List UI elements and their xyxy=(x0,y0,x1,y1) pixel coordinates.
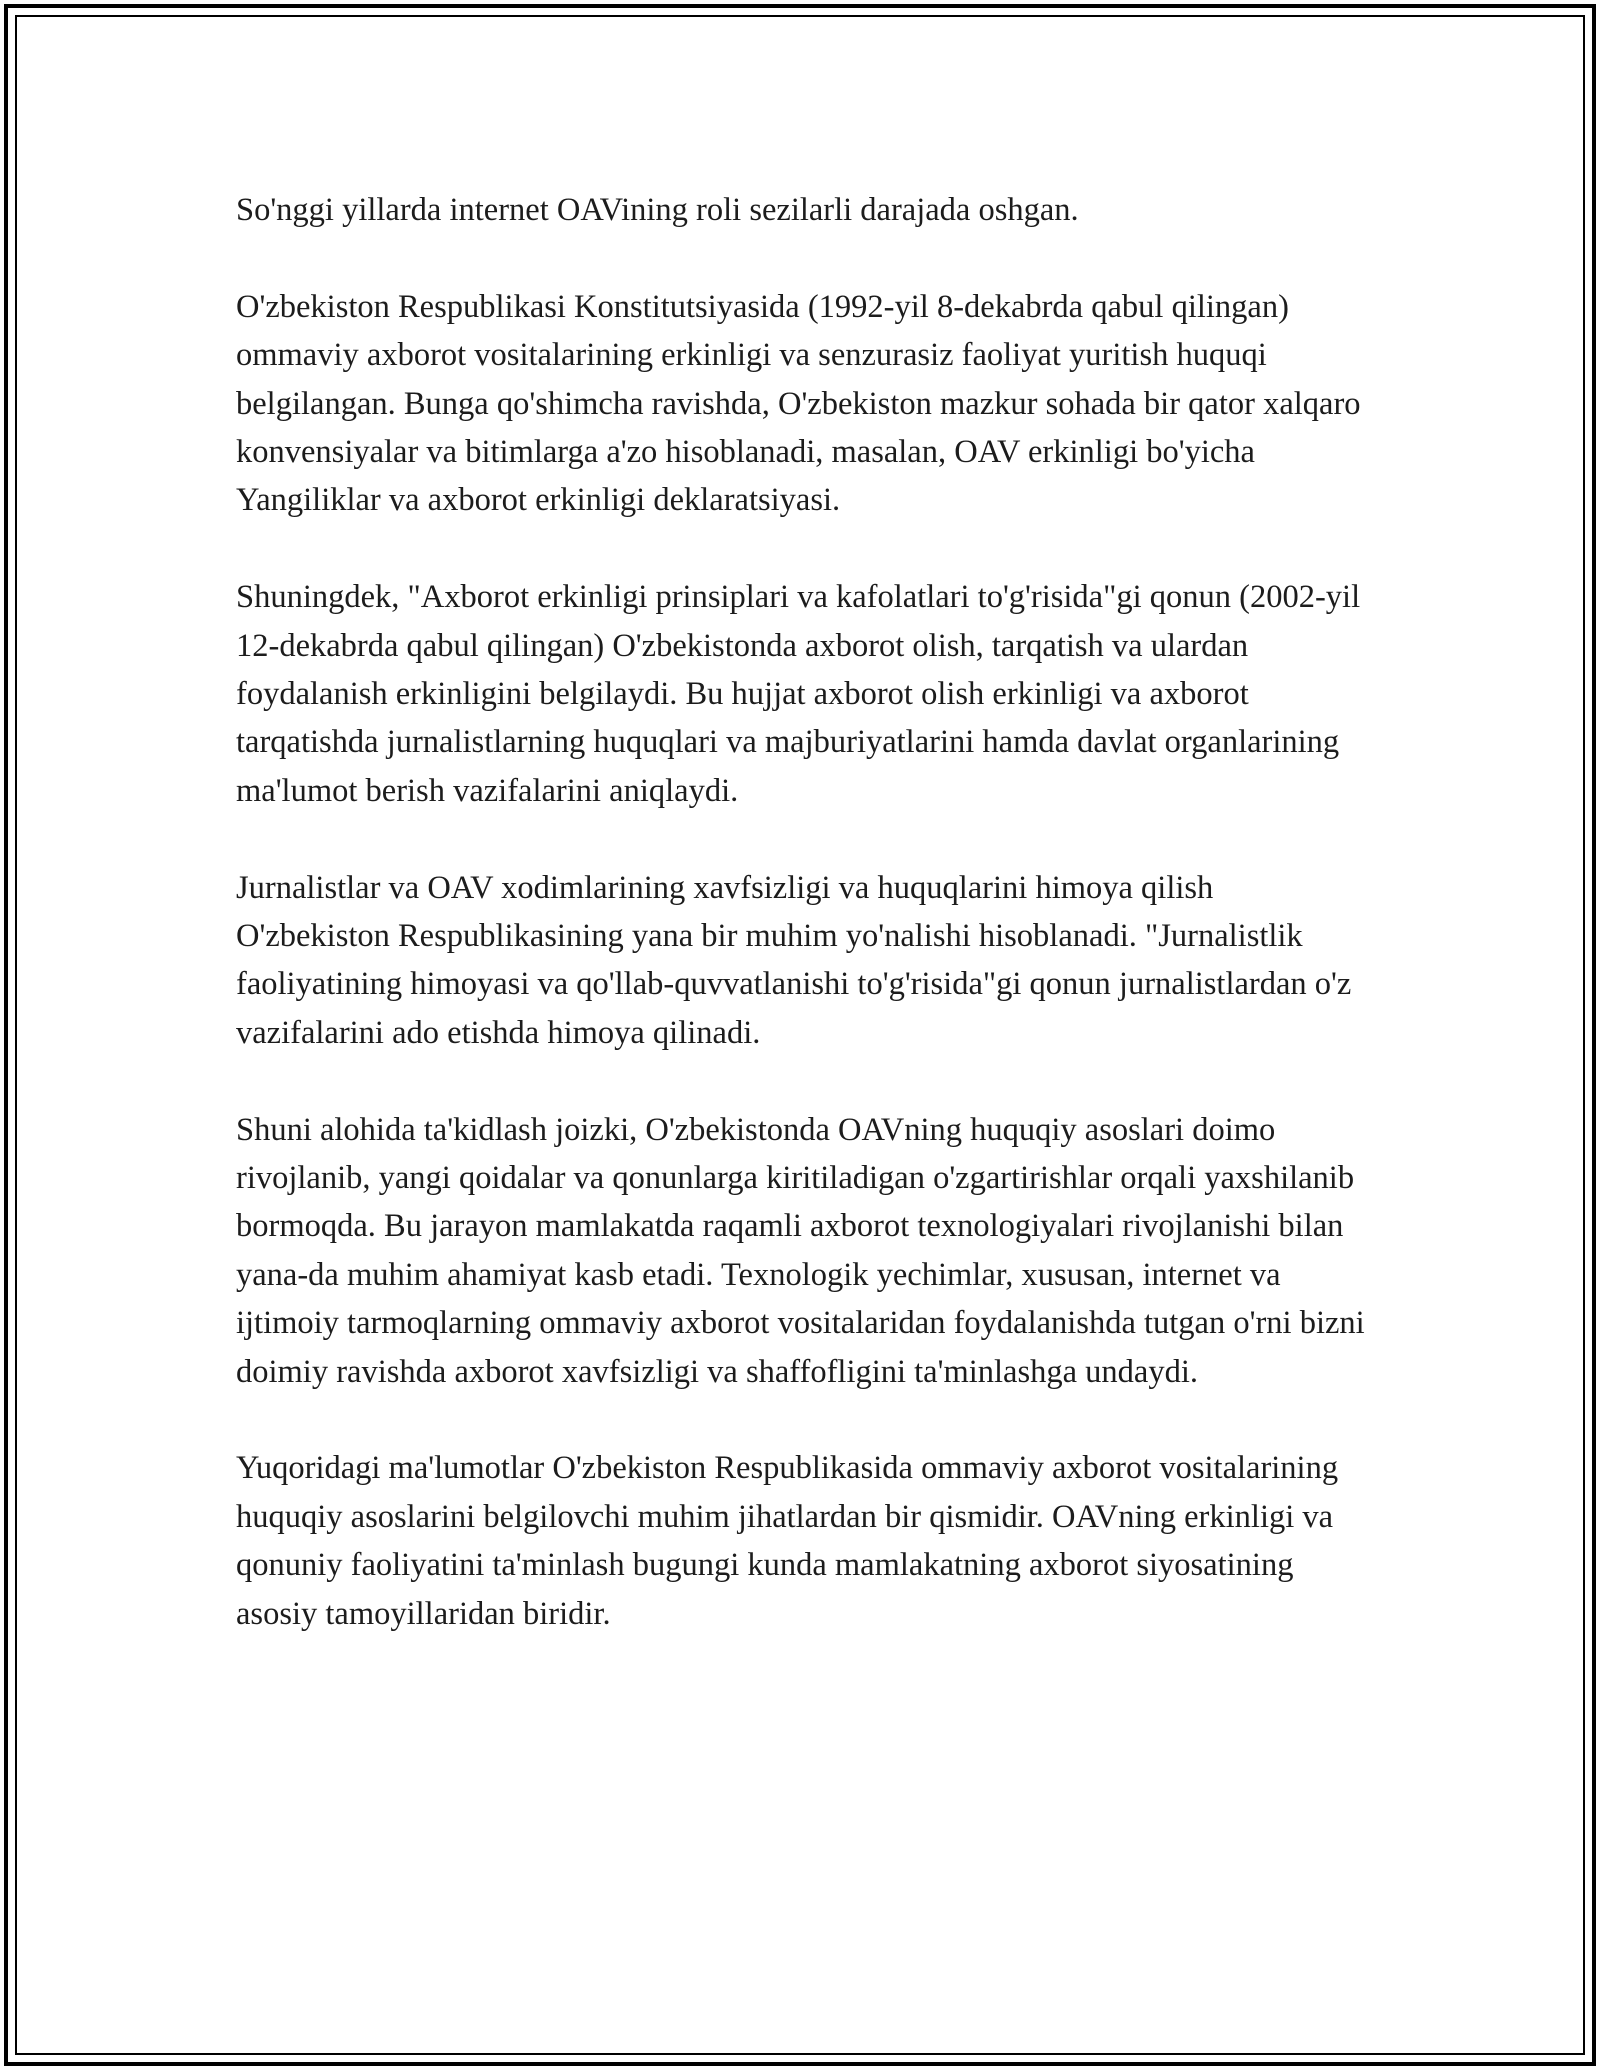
document-body xyxy=(236,186,1366,1687)
paragraph-conclusion: Yuqoridagi ma'lumotlar O'zbekiston Respublikasida ommaviy axborot vositalarining huquqiy asoslarini belgilovchi muhim jihatlardan bir qismidir. OAVning erkinligi va qonuniy faoliyatini ta'minlash bugungi kunda mamlakatning axborot siyosatining asosiy tamoyillaridan biridir. xyxy=(236,1450,1339,1632)
paragraph-legal-development: Shuni alohida ta'kidlash joizki, O'zbekistonda OAVning huquqiy asoslari doimo rivojlanib, yangi qoidalar va qonunlarga kiritiladigan o'zgartirishlar orqali yaxshilanib bormoqda. Bu jarayon mamlakatda raqamli axborot texnologiyalari rivojlanishi bilan yana-da muhim ahamiyat kasb etadi. Texnologik yechimlar, xususan, internet va ijtimoiy tarmoqlarning ommaviy axborot vositalaridan foydalanishda tutgan o'rni bizni doimiy ravishda axborot xavfsizligi va shaffofligini ta'minlashga undaydi. xyxy=(236,1111,1365,1390)
paragraph-journalist-protection: Jurnalistlar va OAV xodimlarining xavfsizligi va huquqlarini himoya qilish O'zbekiston Respublikasining yana bir muhim yo'nalishi hisoblanadi. "Jurnalistlik faoliyatining himoyasi va qo'llab-quvvatlanishi to'g'risida"gi qonun jurnalistlardan o'z vazifalarini ado etishda himoya qilinadi. xyxy=(236,869,1352,1051)
paragraph-freedom-law: Shuningdek, "Axborot erkinligi prinsiplari va kafolatlari to'g'risida"gi qonun (2002-yil 12-dekabrda qabul qilingan) O'zbekistonda axborot olish, tarqatish va ulardan foydalanish erkinligini belgilaydi. Bu hujjat axborot olish erkinligi va axborot tarqatishda jurnalistlarning huquqlari va majburiyatlarini hamda davlat organlarining ma'lumot berish vazifalarini aniqlaydi. xyxy=(236,579,1361,809)
paragraph-intro: So'nggi yillarda internet OAVining roli sezilarli darajada oshgan. xyxy=(236,192,1079,228)
paragraph-constitution: O'zbekiston Respublikasi Konstitutsiyasida (1992-yil 8-dekabrda qabul qilingan) ommaviy axborot vositalarining erkinligi va senzurasiz faoliyat yuritish huquqi belgilangan. Bunga qo'shimcha ravishda, O'zbekiston mazkur sohada bir qator xalqaro konvensiyalar va bitimlarga a'zo hisoblanadi, masalan, OAV erkinligi bo'yicha Yangiliklar va axborot erkinligi deklaratsiyasi. xyxy=(236,288,1361,519)
